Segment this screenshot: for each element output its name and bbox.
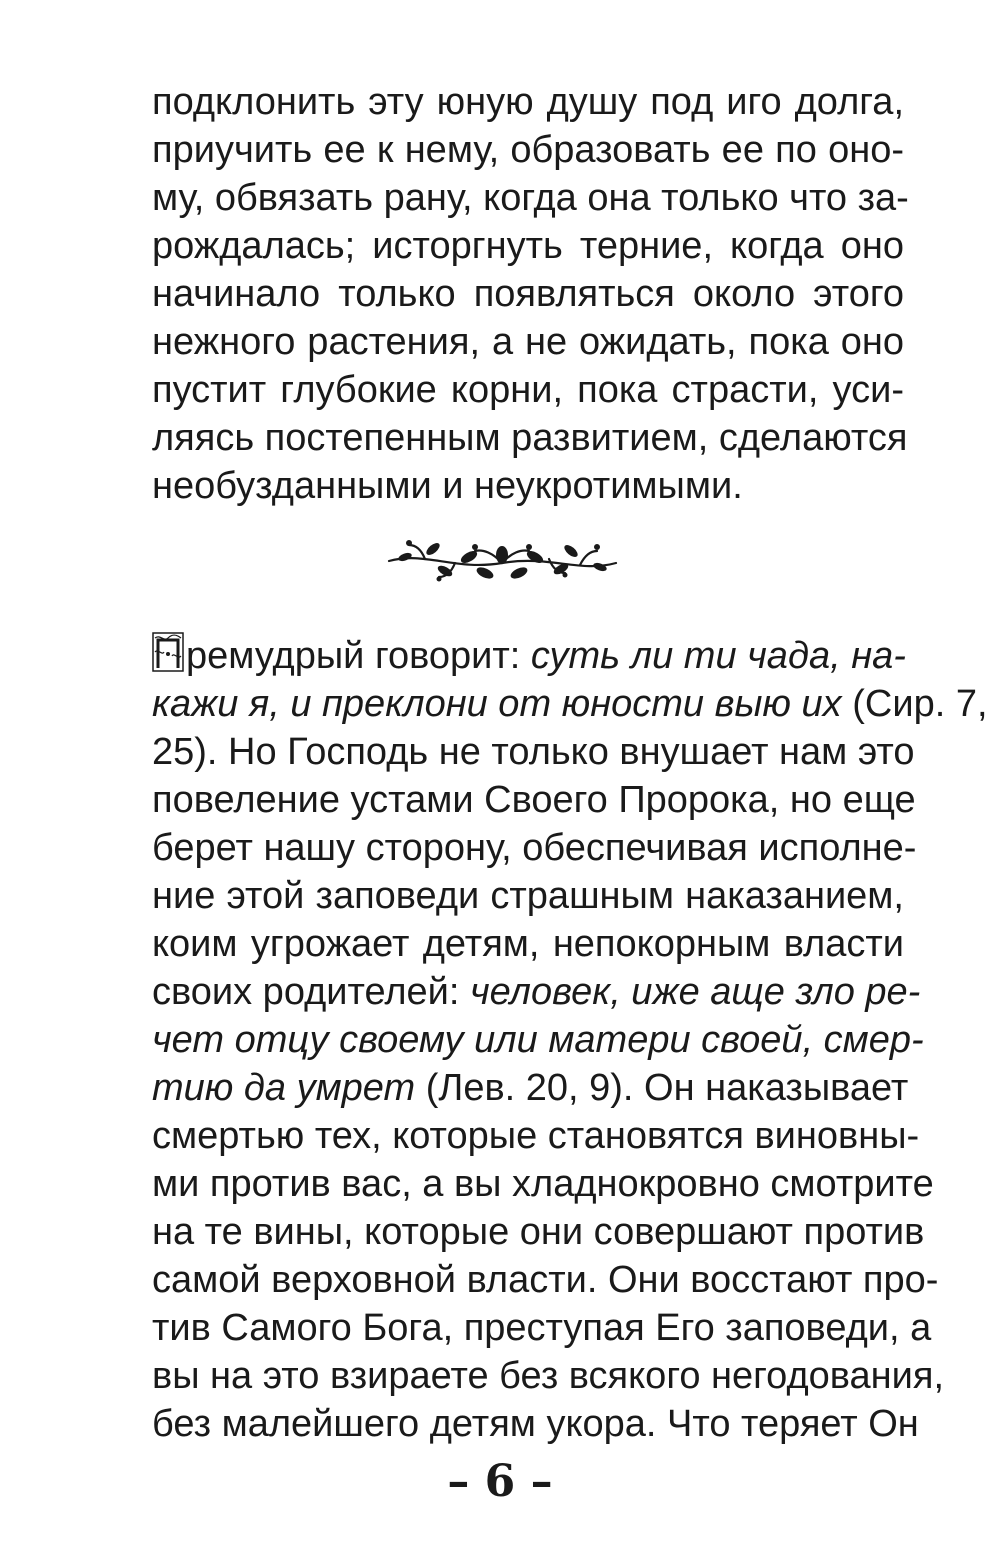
text-line: ляясь постепенным развитием, сделаются: [152, 417, 908, 459]
text-line: повеление устами Своего Пророка, но еще: [152, 779, 916, 821]
text-line: без малейшего детям укора. Что теряет Он: [152, 1403, 919, 1445]
text-line: ние этой заповеди страшным наказанием,: [152, 875, 904, 917]
text-line: подклонить эту юную душу под иго долга,: [152, 81, 904, 123]
page-number: – 6 –: [447, 1456, 553, 1507]
text-line: нежного растения, а не ожидать, пока оно: [152, 321, 904, 363]
text-line: самой верховной власти. Они восстают про-: [152, 1259, 939, 1301]
text-line: необузданными и неукротимыми.: [152, 465, 743, 507]
text-run: (Сир. 7,: [841, 683, 988, 725]
paragraph-continued: [152, 78, 909, 510]
text-line: вы на это взираете без всякого негодования,: [152, 1355, 945, 1397]
text-line: му, обвязать рану, когда она только что за-: [152, 177, 909, 219]
text-line: [152, 968, 921, 1016]
text-line-italic: чет отцу своему или матери своей, смер-: [152, 1019, 924, 1061]
text-run-italic: человек, иже аще зло ре-: [470, 971, 921, 1013]
text-line: 25). Но Господь не только внушает нам это: [152, 731, 915, 773]
text-line: на те вины, которые они совершают против: [152, 1211, 925, 1253]
paragraph-main: [152, 632, 988, 1448]
text-line: ми против вас, а вы хладнокровно смотрите: [152, 1163, 934, 1205]
text-line: приучить ее к нему, образовать ее по оно-: [152, 129, 904, 171]
text-run: своих родителей:: [152, 971, 471, 1013]
text-line: смертью тех, которые становятся виновны-: [152, 1115, 920, 1157]
text-line: пустит глубокие корни, пока страсти, уси-: [152, 369, 904, 411]
text-run: (Лев. 20, 9). Он наказывает: [415, 1067, 909, 1109]
text-line: [152, 632, 904, 680]
text-line: рождалась; исторгнуть терние, когда оно: [152, 225, 904, 267]
text-line: начинало только появляться около этого: [152, 273, 904, 315]
text-run: ремудрый говорит:: [186, 635, 531, 677]
dropcap-ornament-icon: [152, 632, 184, 672]
text-line: тив Самого Бога, преступая Его заповеди, а: [152, 1307, 932, 1349]
text-run-italic: суть ли ти чада, на-: [530, 635, 906, 677]
text-line: берет нашу сторону, обеспечивая исполне-: [152, 827, 917, 869]
text-line: [152, 1064, 909, 1112]
text-run-italic: тию да умрет: [152, 1067, 416, 1109]
text-line: коим угрожает детям, непокорным власти: [152, 923, 904, 965]
text-line: [152, 680, 988, 728]
text-run-italic: кажи я, и преклони от юности выю их: [152, 683, 842, 725]
floral-vine-ornament-icon: [385, 527, 620, 587]
